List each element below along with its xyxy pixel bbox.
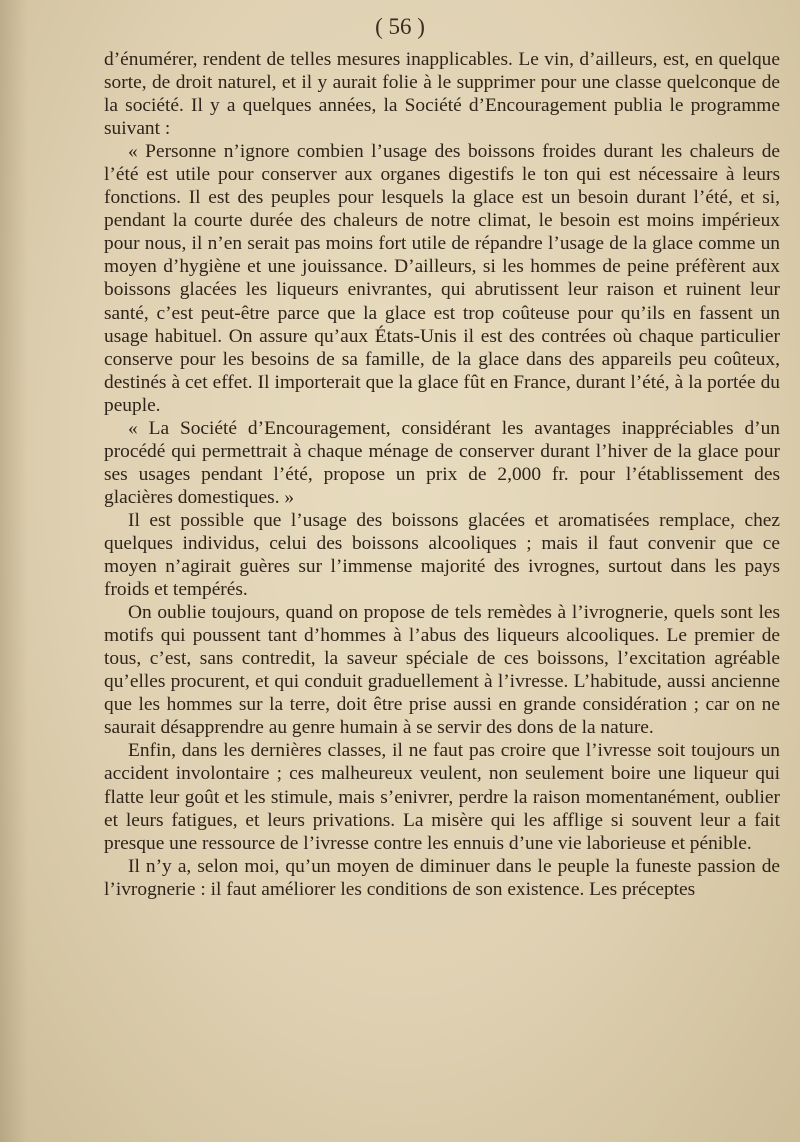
paragraph-3: « La Société d’Encouragement, considérant les avantages inappréciables d’un procédé qui permettrait à chaque ménage de conserver durant l’hiver de la glace pour ses usages pendant l’été, propose un prix de 2,000 fr. pour l’établissement des glacières domestiques. » — [104, 417, 780, 508]
paragraph-7: Il n’y a, selon moi, qu’un moyen de diminuer dans le peuple la funeste passion de l’ivrognerie : il faut améliorer les conditions de son existence. Les préceptes — [104, 855, 780, 900]
paragraph-5: On oublie toujours, quand on propose de tels remèdes à l’ivrognerie, quels sont les motifs qui poussent tant d’hommes à l’abus des liqueurs alcooliques. Le premier de tous, c’est, sans contredit, la saveur spéciale de ces boissons, l’excitation agréable qu’elles procurent, et qui conduit graduellement à l’ivresse. L’habitude, aussi ancienne que les hommes sur la terre, doit être prise aussi en grande considération ; car on ne saurait désapprendre au genre humain à se servir des dons de la nature. — [104, 602, 780, 739]
paragraph-2: « Personne n’ignore combien l’usage des boissons froides durant les chaleurs de l’été est utile pour conserver aux organes digestifs le ton qui est nécessaire à leurs fonctions. Il est des peuples pour lesquels la glace est un besoin durant l’été, et si, pendant la courte durée des chaleurs de notre climat, le besoin est moins impérieux pour nous, il n’en serait pas moins fort utile de répandre l’usage de la glace comme un moyen d’hygiène et une jouissance. D’ailleurs, si les hommes de peine préfèrent aux boissons glacées les liqueurs enivrantes, qui abrutissent leur raison et ruinent leur santé, c’est peut-être parce que la glace est trop coûteuse pour qu’ils en fassent un usage habituel. On assure qu’aux États-Unis il est des contrées où chaque particulier conserve pour les besoins de sa famille, de la glace dans des appareils peu coûteux, destinés à cet effet. Il importerait que la glace fût en France, durant l’été, à la portée du peuple. — [104, 141, 780, 416]
page-body-text — [104, 48, 780, 901]
binding-shadow — [0, 0, 28, 1142]
paragraph-1: d’énumérer, rendent de telles mesures inapplicables. Le vin, d’ailleurs, est, en quelque sorte, de droit naturel, et il y aurait folie à le supprimer pour une classe quelconque de la société. Il y a quelques années, la Société d’Encouragement publia le programme suivant : — [104, 49, 780, 140]
paragraph-4: Il est possible que l’usage des boissons glacées et aromatisées remplace, chez quelques individus, celui des boissons alcooliques ; mais il faut convenir que ce moyen n’agirait guères sur l’immense majorité des ivrognes, surtout dans les pays froids et tempérés. — [104, 509, 780, 601]
page-number: ( 56 ) — [375, 14, 425, 39]
paragraph-6: Enfin, dans les dernières classes, il ne faut pas croire que l’ivresse soit toujours un accident involontaire ; ces malheureux veulent, non seulement boire une liqueur qui flatte leur goût et les stimule, mais s’enivrer, perdre la raison momentanément, oublier et leurs fatigues, et leurs privations. La misère qui les afflige si souvent leur a fait presque une ressource de l’ivresse contre les ennuis d’une vie laborieuse et pénible. — [104, 740, 780, 854]
